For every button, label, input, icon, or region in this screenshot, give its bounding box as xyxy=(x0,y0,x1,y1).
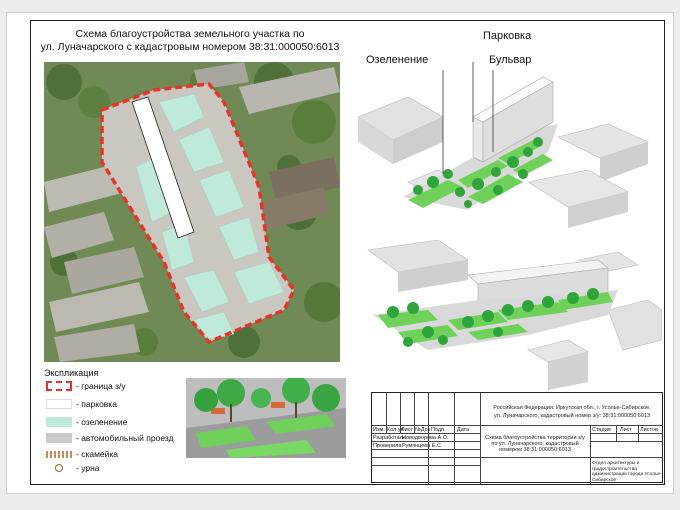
label-parking: Парковка xyxy=(483,30,532,42)
aerial-site-plan xyxy=(44,62,340,362)
stamp-org: Российская Федерация, Иркутская обл., г. Усолье-Сибирское, xyxy=(493,405,651,411)
legend-item-bench: - скамейка xyxy=(46,448,118,460)
stamp-header-6: Дата xyxy=(457,427,470,433)
stamp-stage-label: Стадия xyxy=(592,427,611,433)
stamp-sheets-label: Листов xyxy=(640,427,658,433)
grey-swatch-icon xyxy=(46,433,72,443)
stamp-header-3: Лист xyxy=(401,427,413,433)
axonometric-view-top xyxy=(348,62,662,238)
legend-item-parking: - парковка xyxy=(46,398,117,410)
stamp-header-1: Изм. xyxy=(373,427,385,433)
red-dashed-border-icon xyxy=(46,381,72,391)
bench-icon xyxy=(46,451,72,458)
stamp-checked-role: Проверила xyxy=(373,443,402,449)
stamp-developed-role: Разработала xyxy=(373,435,406,441)
teal-swatch-icon xyxy=(46,417,72,427)
stamp-address: ул. Луначарского, кадастровый номер з/у: 38:31:000050:6013 xyxy=(493,413,651,419)
stamp-header-4: №Док xyxy=(415,427,431,433)
stamp-sheet-label: Лист xyxy=(620,427,632,433)
page-title: Схема благоустройства земельного участка по ул. Луначарского с кадастровым номером 38:31:000050:6013 xyxy=(40,28,340,53)
stamp-developed-name: Новодворова А.О. xyxy=(402,435,449,441)
stamp-header-5: Подп. xyxy=(431,427,446,433)
label-greening: Озеленение xyxy=(366,54,429,66)
legend-item-greening: - озеленение xyxy=(46,416,127,428)
bin-circle-icon xyxy=(46,463,72,473)
legend-item-boundary: - граница з/у xyxy=(46,380,126,392)
legend-heading: Экспликация xyxy=(44,368,99,378)
title-block xyxy=(371,392,663,483)
legend-item-road: - автомобильный проезд xyxy=(46,432,174,444)
white-swatch-icon xyxy=(46,399,72,409)
stamp-dept: Отдел архитектуры и градостроительства администрации города Усолье-Сибирское xyxy=(592,461,662,483)
stamp-doc-title: Схема благоустройства территории з/у по ул. Луначарского, кадастровый номером 38:31:000050:6013 xyxy=(485,435,585,453)
legend-item-bin: - урна xyxy=(46,462,100,474)
axonometric-view-bottom xyxy=(348,240,662,390)
stamp-checked-name: Румянцева Е.С. xyxy=(402,443,443,449)
stamp-header-2: Кол.уч xyxy=(387,427,404,433)
perspective-rendering xyxy=(186,378,346,458)
label-boulevard: Бульвар xyxy=(489,54,532,66)
